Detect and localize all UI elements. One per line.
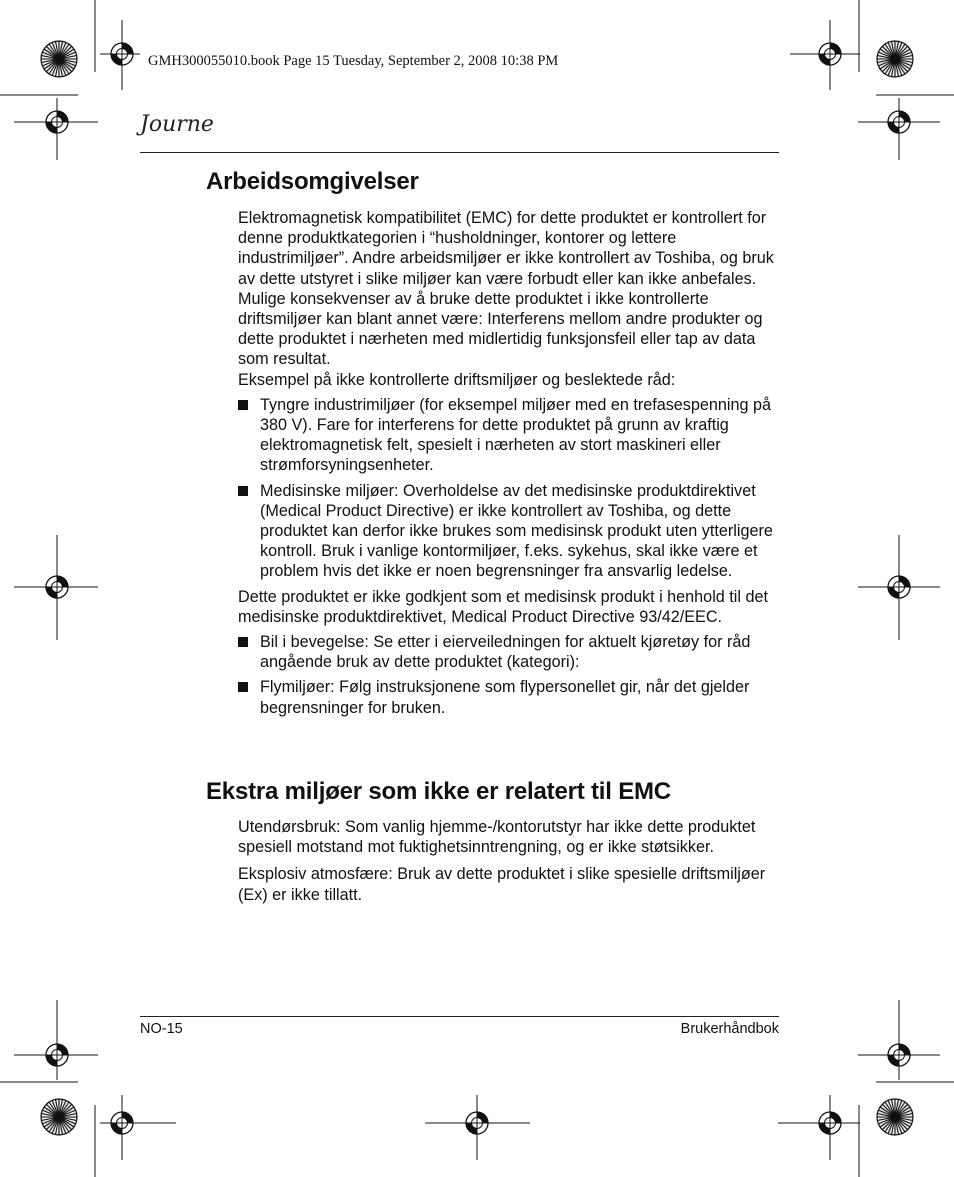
- bullet-list: [238, 632, 779, 718]
- paragraph: Eksplosiv atmosfære: Bruk av dette produktet i slike spesielle driftsmiljøer (Ex) er ikke tillatt.: [238, 865, 766, 904]
- footer-rule: [140, 1016, 779, 1017]
- section-heading-ekstra-miljoer: Ekstra miljøer som ikke er relatert til EMC: [206, 778, 671, 805]
- journe-script-logo: Journe: [140, 112, 214, 137]
- list-item: Flymiljøer: Følg instruksjonene som flypersonellet gir, når det gjelder begrensninger for bruken.: [238, 677, 779, 717]
- bullet-list: [238, 395, 779, 582]
- list-item: Tyngre industrimiljøer (for eksempel miljøer med en trefasespenning på 380 V). Fare for interferens for dette produktet på grunn av kraftig elektromagnetisk felt, spesielt i nærheten av stort maskineri eller strømforsyningsenheter.: [238, 395, 779, 476]
- book-slug: GMH300055010.book Page 15 Tuesday, September 2, 2008 10:38 PM: [148, 53, 559, 69]
- paragraph: Eksempel på ikke kontrollerte driftsmiljøer og beslektede råd:: [238, 370, 676, 389]
- book-title: Brukerhåndbok: [680, 1021, 779, 1037]
- paragraph: Utendørsbruk: Som vanlig hjemme-/kontorutstyr har ikke dette produktet spesiell motstand mot fuktighetsinntrengning, og er ikke støtsikker.: [238, 818, 756, 857]
- list-item: Medisinske miljøer: Overholdelse av det medisinske produktdirektivet (Medical Product Directive) er ikke kontrollert av Toshiba, og dette produktet kan derfor ikke brukes som medisinsk produkt uten ytterligere kontroll. Bruk i vanlige kontormiljøer, f.eks. sykehus, skal ikke være et problem hvis det ikke er noen begrensninger fra ansvarlig ledelse.: [238, 481, 779, 582]
- paragraph: Elektromagnetisk kompatibilitet (EMC) for dette produktet er kontrollert for denne produktkategorien i “husholdninger, kontorer og lettere industrimiljøer”. Andre arbeidsmiljøer er ikke kontrollert av Toshiba, og bruk av dette utstyret i slike miljøer kan være forbudt eller kan ikke anbefales. Mulige konsekvenser av å bruke dette produktet i ikke kontrollerte driftsmiljøer kan blant annet være: Interferens mellom andre produkter og dette produktet i nærheten med midlertidig funksjonsfeil eller tap av data som resultat.: [238, 209, 774, 369]
- header-rule: [140, 152, 779, 153]
- page-number: NO-15: [140, 1021, 183, 1037]
- section-body-arbeidsomgivelser: [238, 208, 779, 723]
- paragraph: Dette produktet er ikke godkjent som et medisinsk produkt i henhold til det medisinske produktdirektivet, Medical Product Directive 93/42/EEC.: [238, 587, 768, 626]
- list-item: Bil i bevegelse: Se etter i eierveiledningen for aktuelt kjøretøy for råd angående bruk av dette produktet (kategori):: [238, 632, 779, 672]
- section-body-ekstra-miljoer: [238, 817, 779, 910]
- section-heading-arbeidsomgivelser: Arbeidsomgivelser: [206, 168, 419, 195]
